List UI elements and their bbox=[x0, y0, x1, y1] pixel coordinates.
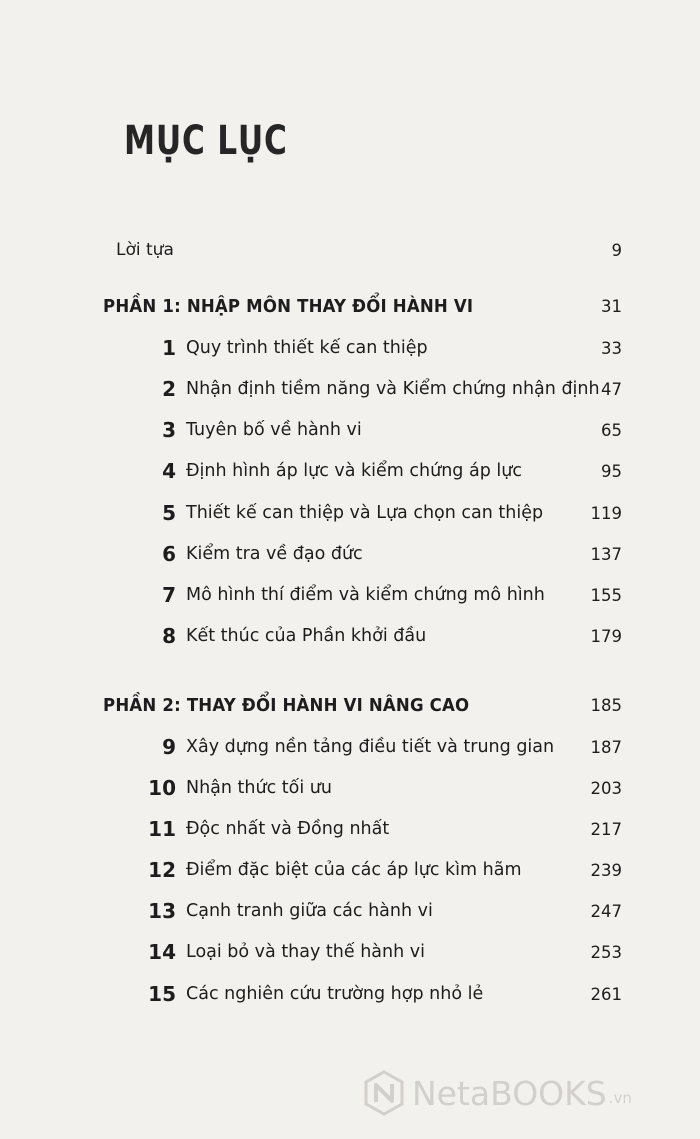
chapter-number: 4 bbox=[162, 459, 176, 483]
chapter-title: Tuyên bố về hành vi bbox=[186, 420, 362, 440]
chapter-number: 11 bbox=[148, 817, 176, 841]
chapter-page: 95 bbox=[601, 462, 622, 481]
chapter-page: 137 bbox=[590, 545, 622, 564]
toc-chapter bbox=[0, 980, 700, 1012]
chapter-page: 155 bbox=[590, 586, 622, 605]
chapter-title: Định hình áp lực và kiểm chứng áp lực bbox=[186, 461, 522, 481]
toc-chapter bbox=[0, 375, 700, 407]
chapter-title: Cạnh tranh giữa các hành vi bbox=[186, 901, 433, 921]
chapter-page: 239 bbox=[590, 861, 622, 880]
chapter-number: 2 bbox=[162, 377, 176, 401]
toc-part-label: PHẦN 2: THAY ĐỔI HÀNH VI NÂNG CAO bbox=[103, 695, 470, 716]
chapter-number: 6 bbox=[162, 542, 176, 566]
toc-chapter bbox=[0, 774, 700, 806]
toc-chapter bbox=[0, 897, 700, 929]
toc-entry-intro bbox=[0, 236, 700, 268]
chapter-page: 119 bbox=[590, 504, 622, 523]
toc-part-2 bbox=[0, 691, 700, 723]
chapter-page: 187 bbox=[590, 738, 622, 757]
chapter-title: Quy trình thiết kế can thiệp bbox=[186, 338, 428, 358]
page-title: MỤC LỤC bbox=[124, 118, 288, 164]
chapter-number: 10 bbox=[148, 776, 176, 800]
chapter-title: Nhận thức tối ưu bbox=[186, 778, 332, 798]
chapter-page: 33 bbox=[601, 339, 622, 358]
chapter-number: 15 bbox=[148, 982, 176, 1006]
chapter-title: Điểm đặc biệt của các áp lực kìm hãm bbox=[186, 860, 522, 880]
toc-chapter bbox=[0, 815, 700, 847]
chapter-page: 253 bbox=[590, 943, 622, 962]
toc-chapter bbox=[0, 938, 700, 970]
toc-chapter bbox=[0, 499, 700, 531]
chapter-title: Thiết kế can thiệp và Lựa chọn can thiệp bbox=[186, 503, 544, 523]
chapter-title: Kiểm tra về đạo đức bbox=[186, 544, 363, 564]
toc-part-page: 31 bbox=[601, 297, 622, 316]
chapter-page: 47 bbox=[601, 380, 622, 399]
toc-chapter bbox=[0, 856, 700, 888]
toc-chapter bbox=[0, 334, 700, 366]
chapter-title: Loại bỏ và thay thế hành vi bbox=[186, 942, 425, 962]
toc-part-page: 185 bbox=[590, 696, 622, 715]
toc-chapter bbox=[0, 733, 700, 765]
chapter-page: 261 bbox=[590, 985, 622, 1004]
watermark-brand: NetaBOOKS bbox=[412, 1073, 607, 1113]
chapter-page: 217 bbox=[590, 820, 622, 839]
chapter-number: 12 bbox=[148, 858, 176, 882]
netabooks-watermark bbox=[360, 1058, 690, 1128]
chapter-page: 179 bbox=[590, 627, 622, 646]
chapter-number: 13 bbox=[148, 899, 176, 923]
neta-logo-icon bbox=[360, 1069, 408, 1117]
chapter-title: Mô hình thí điểm và kiểm chứng mô hình bbox=[186, 585, 545, 605]
chapter-title: Độc nhất và Đồng nhất bbox=[186, 819, 390, 839]
toc-entry-label: Lời tựa bbox=[116, 240, 174, 260]
chapter-title: Xây dựng nền tảng điều tiết và trung gian bbox=[186, 737, 555, 757]
chapter-number: 14 bbox=[148, 940, 176, 964]
chapter-number: 7 bbox=[162, 583, 176, 607]
chapter-page: 203 bbox=[590, 779, 622, 798]
toc-part-1 bbox=[0, 292, 700, 324]
chapter-title: Kết thúc của Phần khởi đầu bbox=[186, 626, 427, 646]
chapter-page: 65 bbox=[601, 421, 622, 440]
chapter-number: 3 bbox=[162, 418, 176, 442]
watermark-suffix: .vn bbox=[608, 1089, 632, 1107]
toc-chapter bbox=[0, 457, 700, 489]
toc-chapter bbox=[0, 581, 700, 613]
chapter-number: 1 bbox=[162, 336, 176, 360]
chapter-number: 5 bbox=[162, 501, 176, 525]
chapter-number: 9 bbox=[162, 735, 176, 759]
toc-chapter bbox=[0, 416, 700, 448]
chapter-title: Các nghiên cứu trường hợp nhỏ lẻ bbox=[186, 984, 484, 1004]
toc-part-label: PHẦN 1: NHẬP MÔN THAY ĐỔI HÀNH VI bbox=[103, 296, 474, 317]
chapter-number: 8 bbox=[162, 624, 176, 648]
toc-entry-page: 9 bbox=[611, 241, 622, 260]
toc-chapter bbox=[0, 540, 700, 572]
chapter-page: 247 bbox=[590, 902, 622, 921]
chapter-title: Nhận định tiềm năng và Kiểm chứng nhận định bbox=[186, 379, 600, 399]
toc-chapter bbox=[0, 622, 700, 654]
